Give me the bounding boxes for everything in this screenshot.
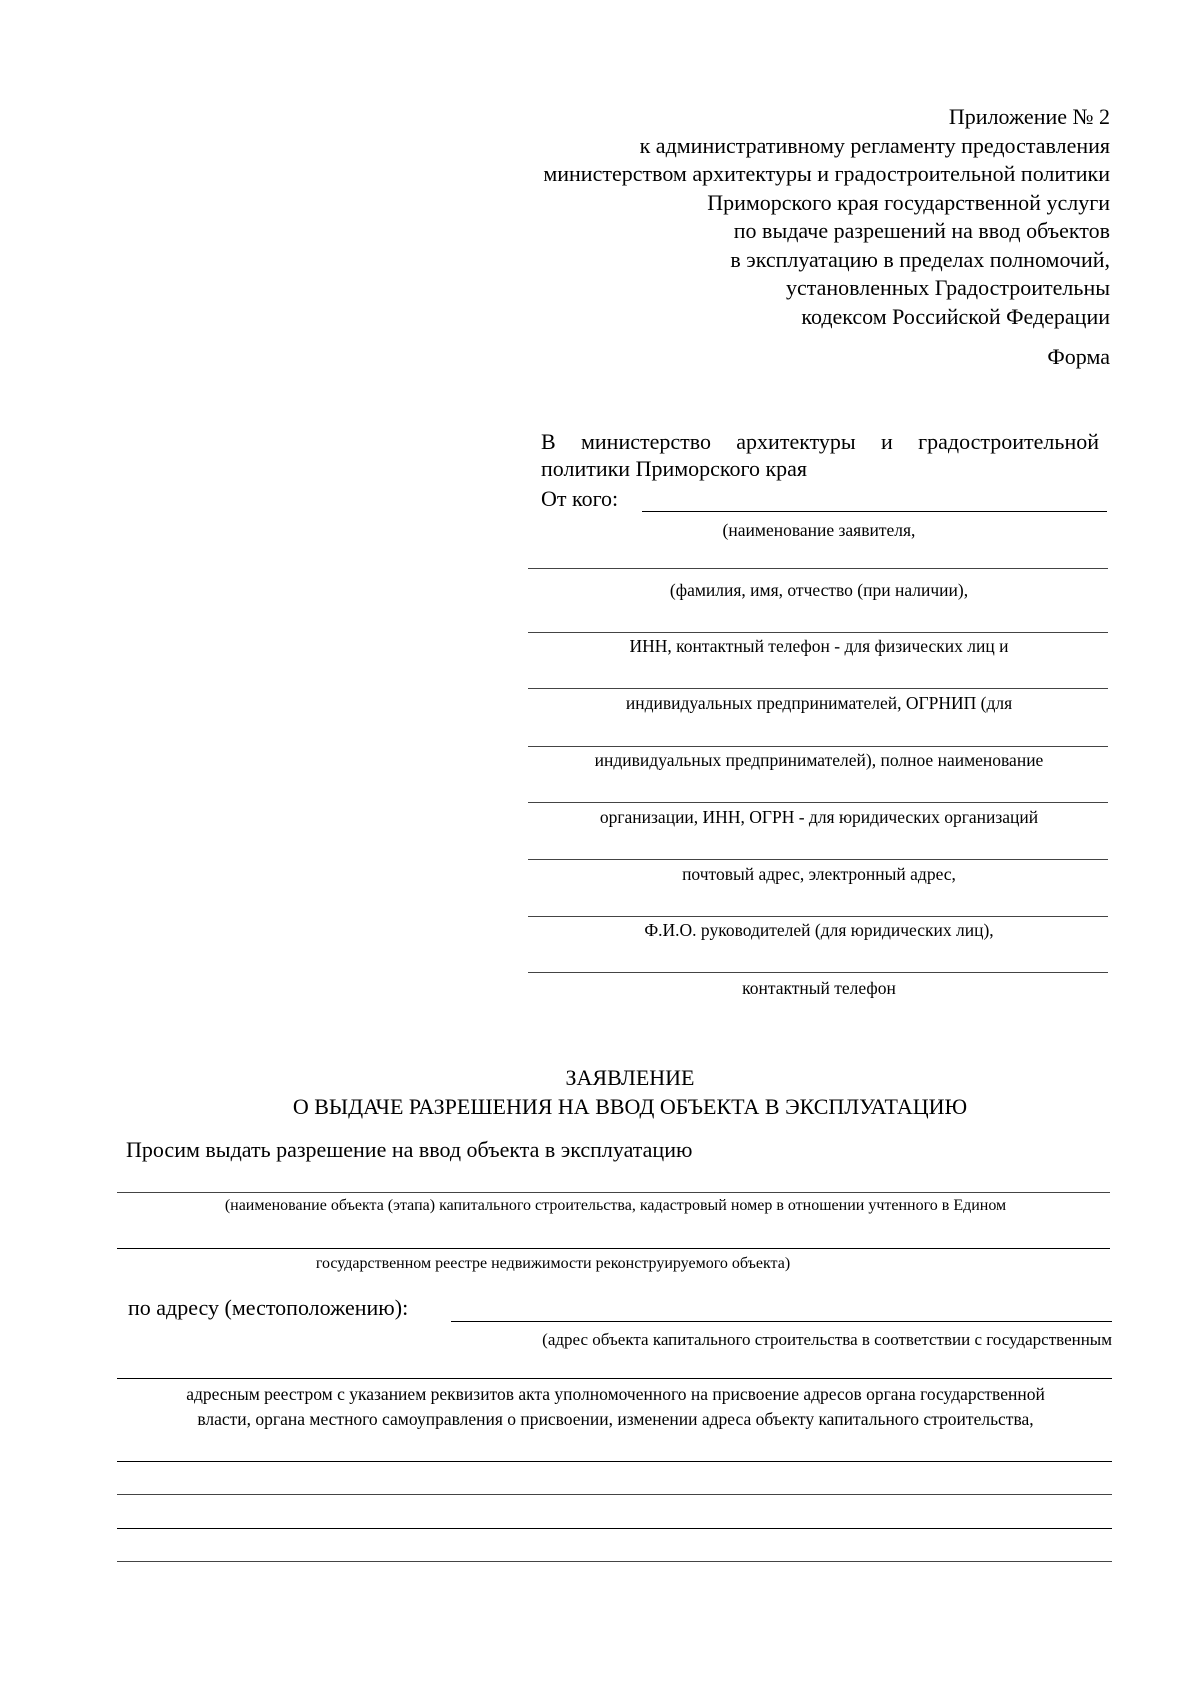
applicant-field-line[interactable] bbox=[528, 688, 1108, 689]
address-caption-3: власти, органа местного самоуправления о присвоении, изменении адреса объекту капитального строительства, bbox=[197, 1409, 1034, 1429]
appendix-line: министерством архитектуры и градостроительной политики bbox=[543, 161, 1110, 186]
address-field-line[interactable] bbox=[117, 1528, 1112, 1529]
applicant-field-line[interactable] bbox=[528, 916, 1108, 917]
object-field-line[interactable] bbox=[117, 1248, 1110, 1249]
from-field-line[interactable] bbox=[642, 511, 1107, 512]
applicant-caption-6: организации, ИНН, ОГРН - для юридических организаций bbox=[599, 807, 1039, 827]
applicant-caption-8: Ф.И.О. руководителей (для юридических лиц), bbox=[644, 920, 994, 940]
address-field-line[interactable] bbox=[451, 1321, 1112, 1322]
object-caption-1: (наименование объекта (этапа) капитального строительства, кадастровый номер в отношении учтенного в Едином bbox=[224, 1197, 1007, 1214]
applicant-field-line[interactable] bbox=[528, 802, 1108, 803]
applicant-caption-4: индивидуальных предпринимателей, ОГРНИП (для bbox=[625, 693, 1013, 713]
document-title: ЗАЯВЛЕНИЕ bbox=[565, 1065, 695, 1090]
addressee-line-2: политики Приморского края bbox=[541, 456, 808, 481]
address-field-line[interactable] bbox=[117, 1561, 1112, 1562]
appendix-line: к административному регламенту предоставления bbox=[639, 132, 1110, 158]
addressee-line-1: В министерство архитектуры и градостроительной bbox=[541, 429, 1099, 454]
applicant-field-line[interactable] bbox=[528, 568, 1108, 569]
object-field-line[interactable] bbox=[117, 1192, 1110, 1193]
appendix-line: Приложение № 2 bbox=[948, 104, 1110, 129]
applicant-caption-7: почтовый адрес, электронный адрес, bbox=[682, 864, 956, 884]
applicant-field-line[interactable] bbox=[528, 859, 1108, 860]
appendix-line: кодексом Российской Федерации bbox=[801, 303, 1110, 329]
address-caption-1: (адрес объекта капитального строительства в соответствии с государственным bbox=[542, 1330, 1112, 1349]
applicant-field-line[interactable] bbox=[528, 746, 1108, 747]
applicant-caption-3: ИНН, контактный телефон - для физических лиц и bbox=[629, 636, 1009, 656]
request-text: Просим выдать разрешение на ввод объекта в эксплуатацию bbox=[126, 1137, 693, 1162]
applicant-caption-5: индивидуальных предпринимателей), полное наименование bbox=[594, 750, 1044, 770]
address-label: по адресу (местоположению): bbox=[128, 1295, 409, 1320]
appendix-line: установленных Градостроительны bbox=[785, 275, 1110, 300]
appendix-line: по выдаче разрешений на ввод объектов bbox=[733, 218, 1110, 243]
applicant-caption-9: контактный телефон bbox=[742, 978, 896, 998]
address-field-line[interactable] bbox=[117, 1494, 1112, 1495]
address-field-line[interactable] bbox=[117, 1378, 1112, 1379]
appendix-line: в эксплуатацию в пределах полномочий, bbox=[730, 246, 1110, 272]
applicant-caption-1: (наименование заявителя, bbox=[722, 520, 916, 540]
appendix-line: Приморского края государственной услуги bbox=[707, 189, 1110, 215]
document-subtitle: О ВЫДАЧЕ РАЗРЕШЕНИЯ НА ВВОД ОБЪЕКТА В ЭКСПЛУАТАЦИЮ bbox=[292, 1094, 968, 1119]
address-caption-2: адресным реестром с указанием реквизитов акта уполномоченного на присвоение адресов органа государственной bbox=[186, 1384, 1045, 1404]
from-label: От кого: bbox=[541, 486, 619, 511]
address-field-line[interactable] bbox=[117, 1461, 1112, 1462]
addressee-block bbox=[541, 428, 1099, 456]
form-label: Форма bbox=[1047, 344, 1110, 369]
applicant-caption-2: (фамилия, имя, отчество (при наличии), bbox=[669, 580, 969, 600]
appendix-header bbox=[300, 103, 1110, 331]
object-caption-2: государственном реестре недвижимости реконструируемого объекта) bbox=[315, 1255, 791, 1272]
applicant-field-line[interactable] bbox=[528, 972, 1108, 973]
applicant-field-line[interactable] bbox=[528, 632, 1108, 633]
